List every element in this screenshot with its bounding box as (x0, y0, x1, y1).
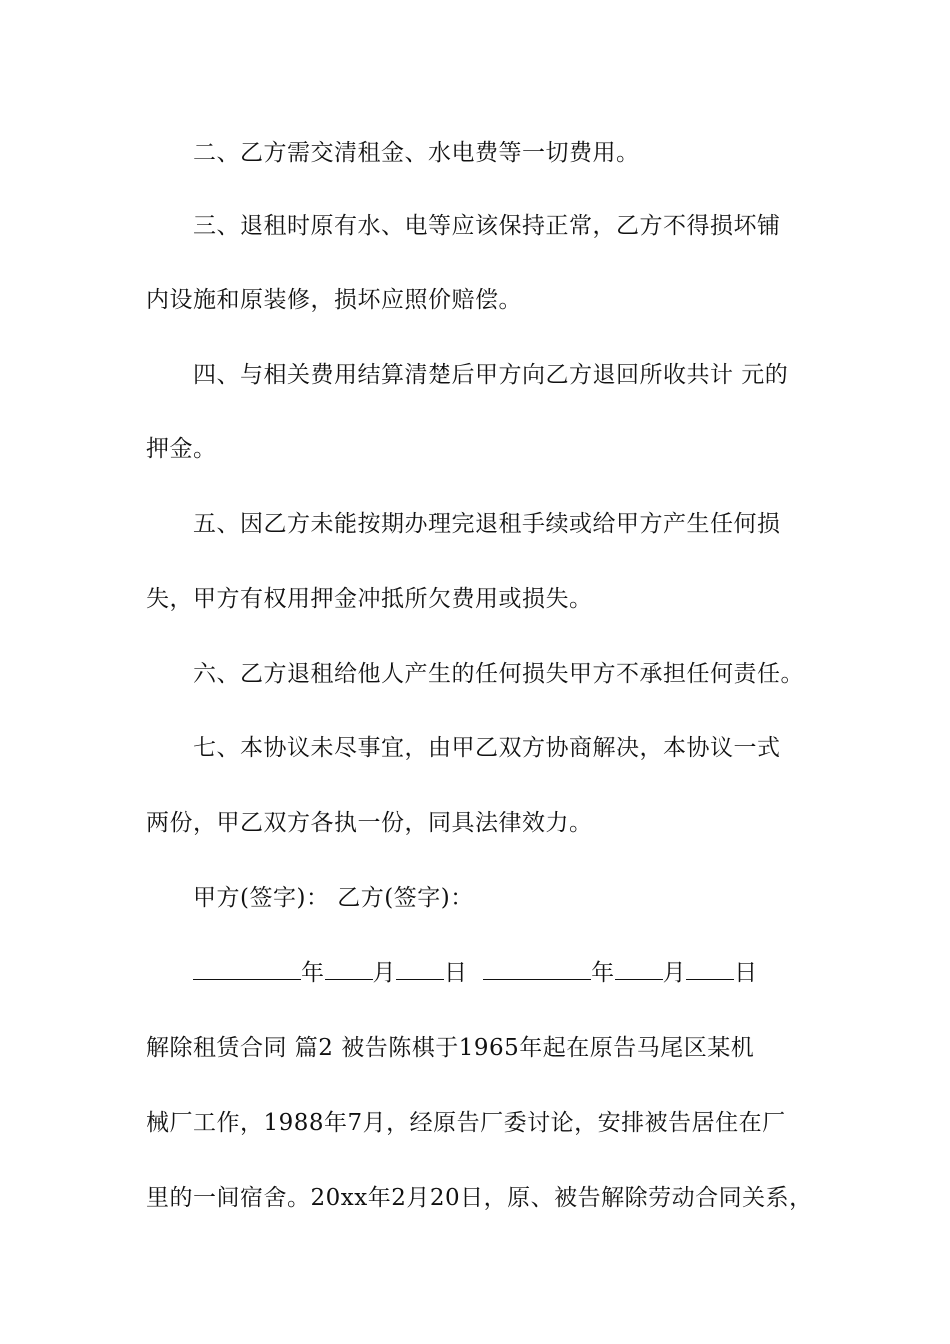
day-blank-party-a[interactable] (396, 961, 444, 980)
year-blank-party-b[interactable] (483, 961, 591, 980)
clause-3-line-2: 内设施和原装修，损坏应照价赔偿。 (146, 287, 522, 313)
year-blank-party-a[interactable] (193, 961, 301, 980)
section-2-line-2: 械厂工作，1988年7月，经原告厂委讨论，安排被告居住在厂 (146, 1110, 786, 1136)
clause-4-line-1: 四、与相关费用结算清楚后甲方向乙方退回所收共计 元的 (193, 362, 789, 388)
clause-2-line: 二、乙方需交清租金、水电费等一切费用。 (193, 140, 640, 166)
clause-4-line-2: 押金。 (146, 436, 217, 462)
clause-5-line-2: 失，甲方有权用押金冲抵所欠费用或损失。 (146, 586, 593, 612)
month-blank-party-a[interactable] (325, 961, 373, 980)
day-label: 日 (444, 960, 468, 986)
month-blank-party-b[interactable] (615, 961, 663, 980)
year-label: 年 (591, 960, 615, 986)
month-label: 月 (662, 960, 687, 986)
clause-7-line-2: 两份，甲乙双方各执一份，同具法律效力。 (146, 810, 593, 836)
month-label: 月 (372, 960, 396, 986)
clause-3-line-1: 三、退租时原有水、电等应该保持正常，乙方不得损坏铺 (193, 213, 781, 239)
date-row (193, 959, 826, 987)
day-label: 日 (734, 960, 758, 986)
clause-6-line: 六、乙方退租给他人产生的任何损失甲方不承担任何责任。 (193, 661, 804, 687)
clause-5-line-1: 五、因乙方未能按期办理完退租手续或给甲方产生任何损 (193, 511, 781, 537)
section-2-line-1: 解除租赁合同 篇2 被告陈棋于1965年起在原告马尾区某机 (146, 1035, 755, 1061)
section-2-line-3: 里的一间宿舍。20xx年2月20日，原、被告解除劳动合同关系， (146, 1185, 813, 1211)
clause-7-line-1: 七、本协议未尽事宜，由甲乙双方协商解决，本协议一式 (193, 735, 781, 761)
signature-line: 甲方(签字)： 乙方(签字)： (193, 885, 474, 911)
year-label: 年 (301, 960, 325, 986)
day-blank-party-b[interactable] (686, 961, 734, 980)
